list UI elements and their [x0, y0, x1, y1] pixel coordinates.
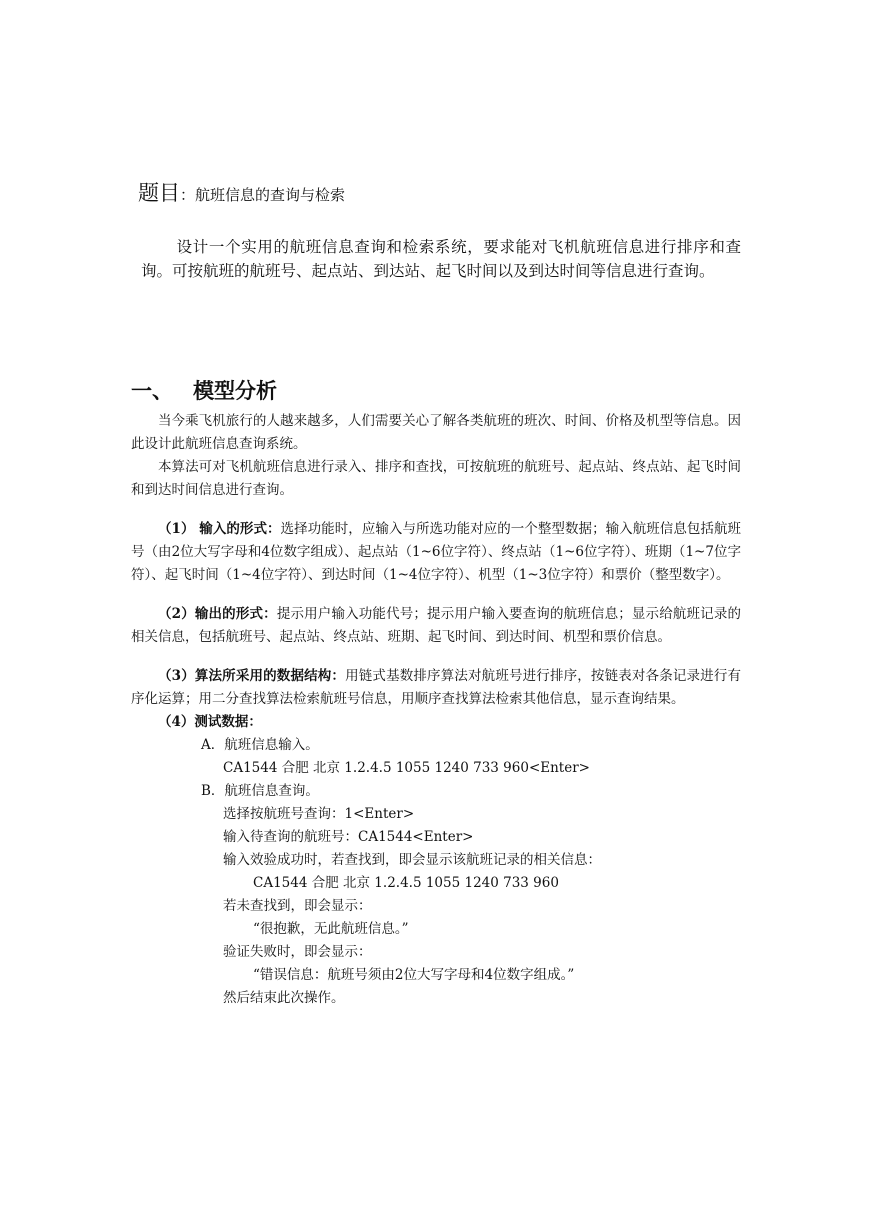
item-input-label: （1） 输入的形式：	[158, 521, 281, 537]
item-input-format	[131, 518, 741, 587]
test-b-line-2: 输入待查询的航班号：CA1544<Enter>	[223, 829, 474, 845]
item-output-label: （2）输出的形式：	[158, 606, 277, 622]
intro-paragraph: 设计一个实用的航班信息查询和检索系统，要求能对飞机航班信息进行排序和查询。可按航班的航班号、起点站、到达站、起飞时间以及到达时间等信息进行查询。	[141, 238, 741, 280]
title-label: 题目	[138, 181, 180, 205]
item-output-text: 提示用户输入功能代号；提示用户输入要查询的航班信息；显示给航班记录的相关信息，包括航班号、起点站、终点站、班期、起飞时间、到达时间、机型和票价信息。	[131, 606, 741, 645]
intro-block	[141, 235, 741, 283]
test-b-line-6: “很抱歉，无此航班信息。”	[253, 921, 409, 937]
section-heading	[131, 374, 741, 408]
test-b-line-7: 验证失败时，即会显示：	[223, 944, 372, 960]
item-input-text: 选择功能时，应输入与所选功能对应的一个整型数据；输入航班信息包括航班号（由2位大写字母和4位数字组成）、起点站（1~6位字符）、终点站（1~6位字符）、班期（1~7位字符）、起飞时间（1~4位字符）、到达时间（1~4位字符）、机型（1~3位字符）和票价（整型数字）。	[131, 521, 742, 583]
item-test-data	[131, 711, 741, 734]
title-colon: ：	[180, 186, 196, 204]
item-test-data-label: （4）测试数据：	[158, 714, 262, 730]
item-output-format	[131, 603, 741, 649]
test-b-line-8: “错误信息：航班号须由2位大写字母和4位数字组成。”	[253, 967, 575, 983]
paragraph-1: 当今乘飞机旅行的人越来越多，人们需要关心了解各类航班的班次、时间、价格及机型等信息。因此设计此航班信息查询系统。	[131, 413, 741, 452]
title-text: 航班信息的查询与检索	[195, 186, 346, 204]
section-model-analysis	[131, 374, 741, 1010]
item-data-structure	[131, 665, 741, 711]
test-b-line-4: CA1544 合肥 北京 1.2.4.5 1055 1240 733 960	[253, 875, 559, 891]
test-a-heading: A．航班信息输入。	[201, 737, 319, 753]
test-b-line-9: 然后结束此次操作。	[223, 990, 345, 1006]
item-data-structure-label: （3）算法所采用的数据结构：	[158, 668, 346, 684]
test-b-line-3: 输入效验成功时，若查找到，即会显示该航班记录的相关信息：	[223, 852, 601, 868]
section-number: 一、	[131, 379, 173, 403]
title-line	[138, 178, 758, 211]
section-title: 模型分析	[193, 379, 277, 403]
test-a-line-1: CA1544 合肥 北京 1.2.4.5 1055 1240 733 960<Enter>	[223, 760, 590, 776]
item-data-structure-text: 用链式基数排序算法对航班号进行排序，按链表对各条记录进行有序化运算；用二分查找算法检索航班号信息，用顺序查找算法检索其他信息，显示查询结果。	[131, 668, 741, 707]
section-body	[131, 410, 741, 1010]
test-b-line-1: 选择按航班号查询：1<Enter>	[223, 806, 415, 822]
title-block	[138, 178, 758, 211]
test-b-line-5: 若未查找到，即会显示：	[223, 898, 372, 914]
test-b-heading: B．航班信息查询。	[201, 783, 319, 799]
paragraph-2: 本算法可对飞机航班信息进行录入、排序和查找，可按航班的航班号、起点站、终点站、起飞时间和到达时间信息进行查询。	[131, 459, 741, 498]
